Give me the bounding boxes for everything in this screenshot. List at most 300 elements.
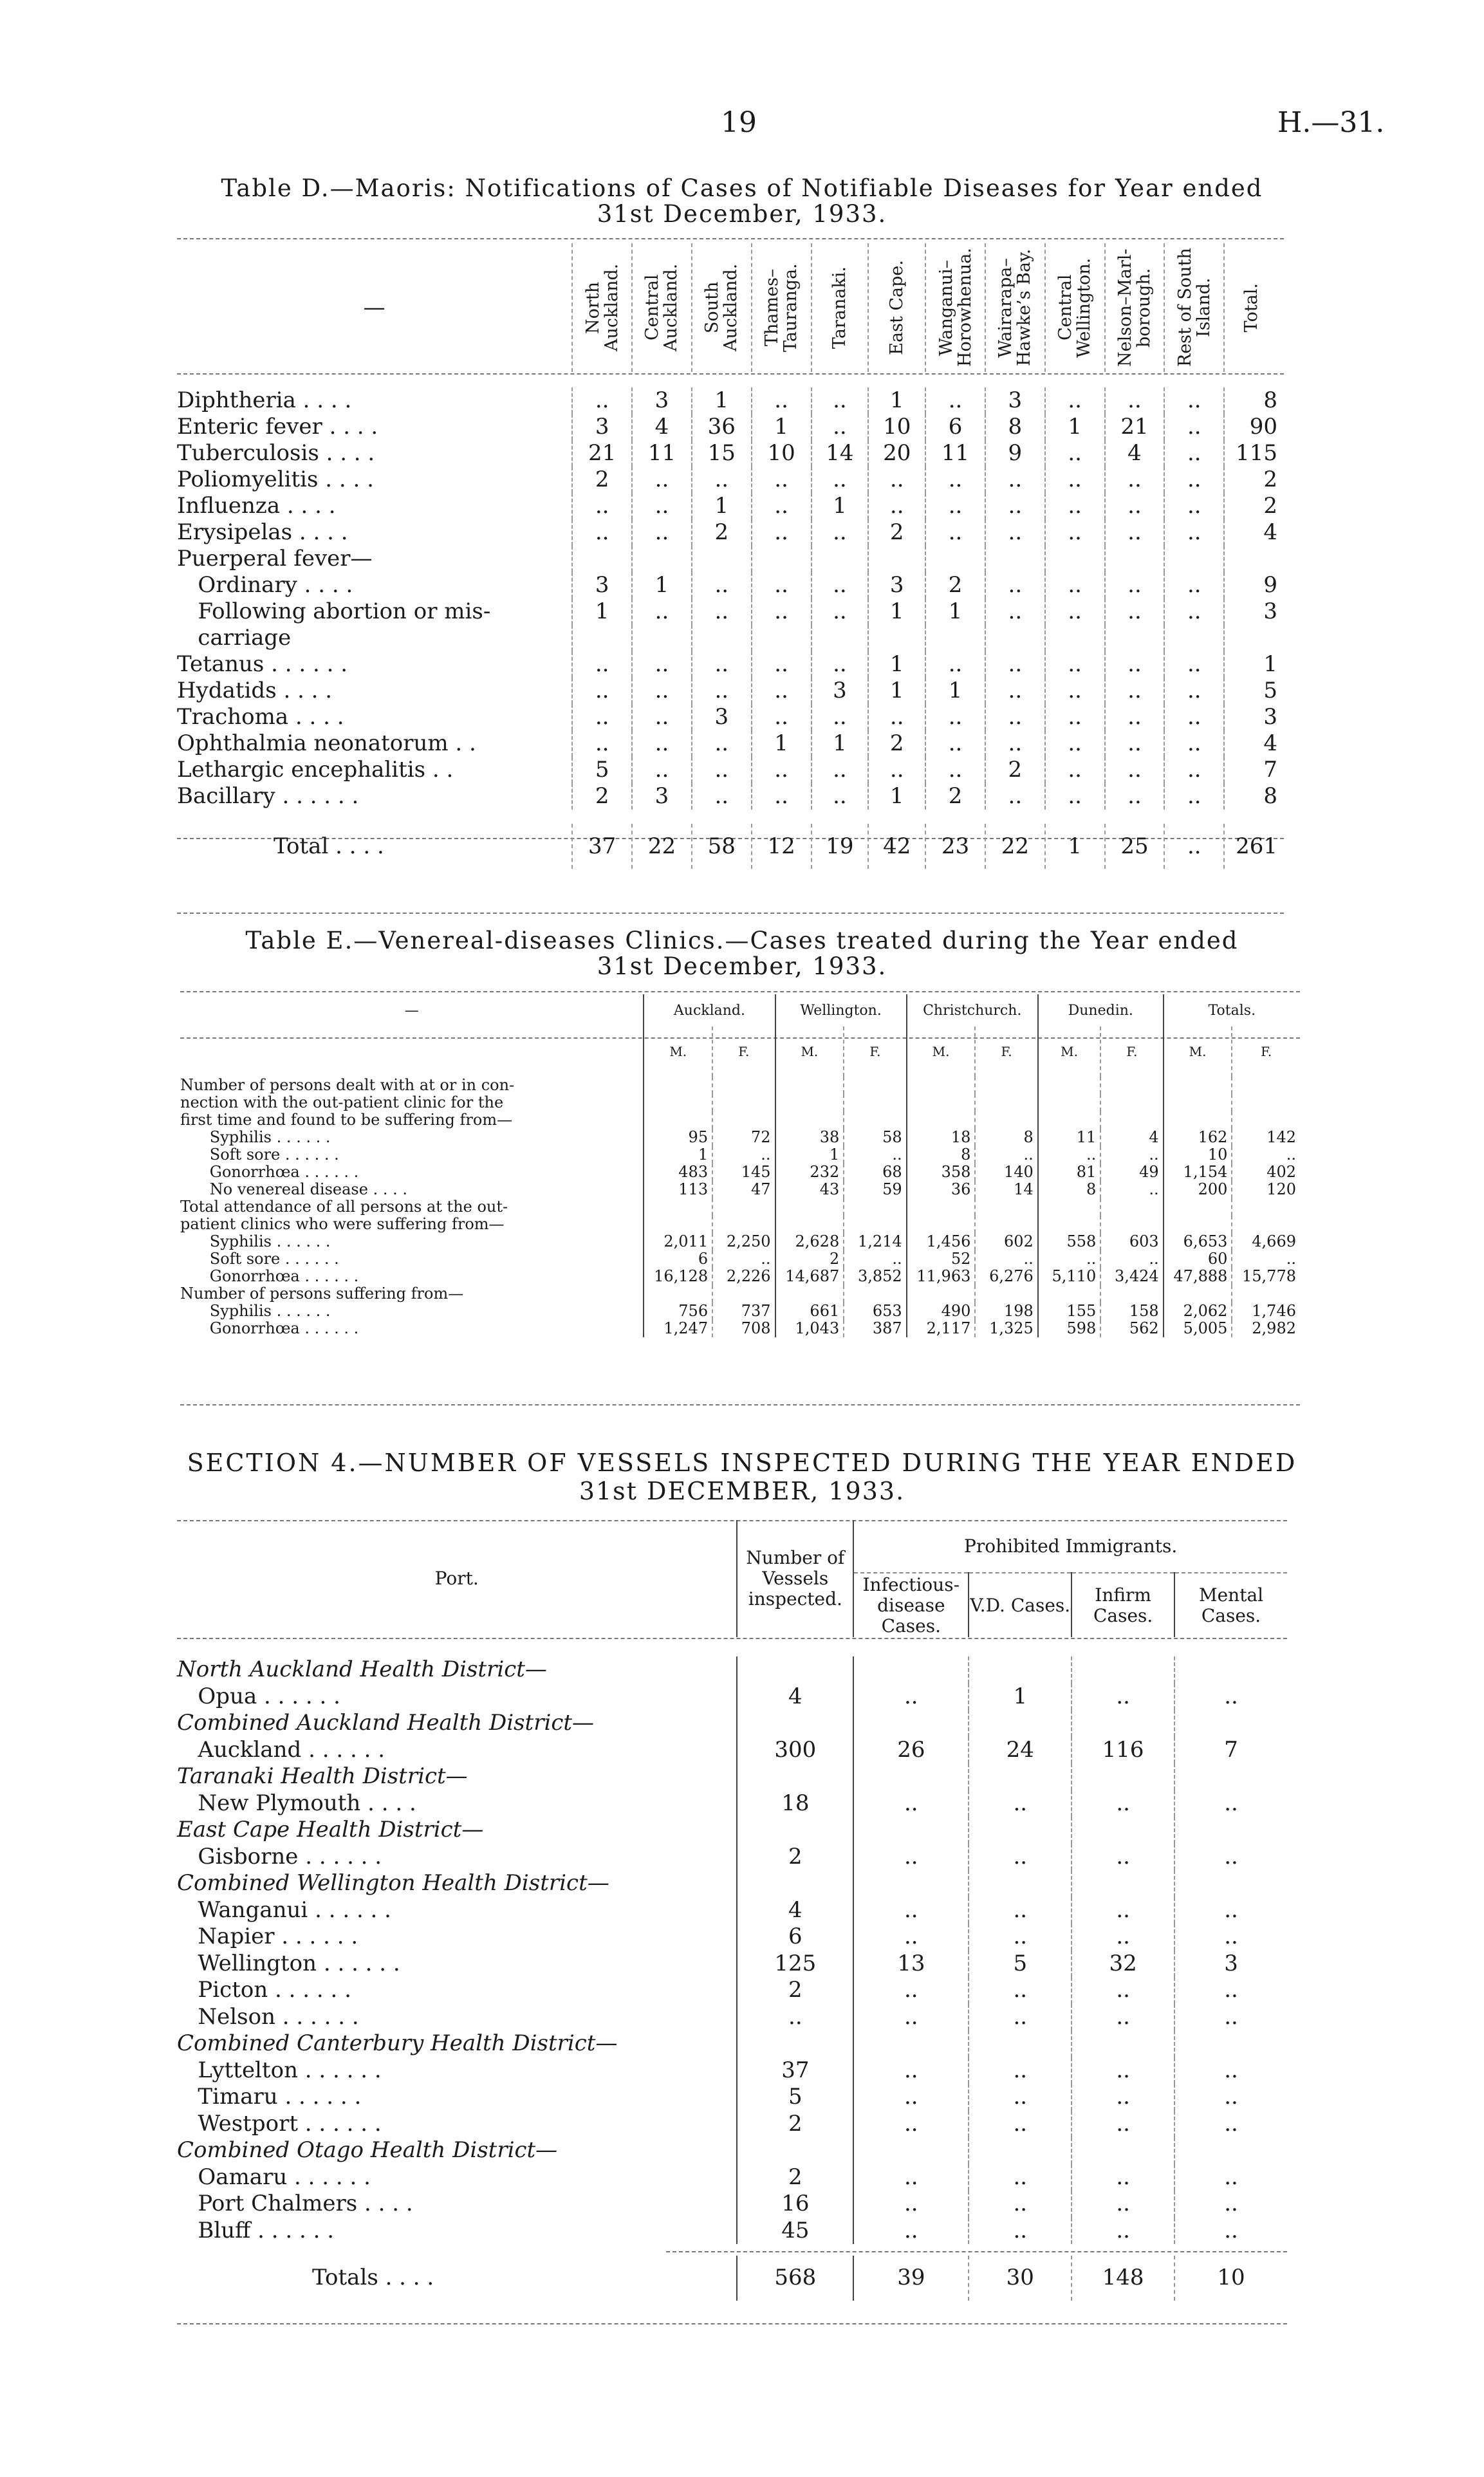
cell: 9 <box>985 440 1045 467</box>
cell <box>1071 1763 1174 1790</box>
section-4-date: 31st DECEMBER, 1933. <box>579 1477 905 1505</box>
table-row <box>177 651 1284 678</box>
cell: 6 <box>644 1250 712 1268</box>
row-label: Syphilis . . . . . . <box>180 1128 331 1146</box>
row-label: Following abortion or mis- <box>177 598 491 624</box>
cell: 2 <box>1224 467 1284 493</box>
cell: .. <box>969 2111 1071 2138</box>
cell: 2 <box>925 783 985 810</box>
cell <box>907 1077 976 1094</box>
cell <box>1071 2137 1174 2164</box>
cell: 30 <box>969 2256 1071 2301</box>
table-row <box>177 625 1284 651</box>
cell: .. <box>572 730 632 757</box>
cell <box>1045 625 1105 651</box>
column-header: East Cape. <box>887 260 907 355</box>
cell: 490 <box>907 1303 976 1320</box>
cell: 90 <box>1224 414 1284 440</box>
cell: .. <box>853 1977 969 2004</box>
cell: 2 <box>737 1844 853 1871</box>
table-e-stub: — <box>404 1002 419 1019</box>
cell: 6 <box>925 414 985 440</box>
cell: .. <box>1105 598 1165 625</box>
cell: .. <box>1071 1844 1174 1871</box>
cell <box>969 1763 1071 1790</box>
cell: .. <box>1100 1146 1163 1164</box>
cell <box>969 1870 1071 1897</box>
cell: .. <box>572 387 632 414</box>
cell: .. <box>1045 467 1105 493</box>
cell: 155 <box>1038 1303 1100 1320</box>
row-label: Erysipelas . . . . <box>177 519 348 545</box>
cell <box>632 546 692 572</box>
cell: .. <box>853 1684 969 1711</box>
cell: .. <box>1164 783 1224 810</box>
cell: .. <box>812 467 869 493</box>
column-header: Wanganui–Horowhenua. <box>936 248 975 367</box>
cell: .. <box>1045 730 1105 757</box>
table-row <box>177 1870 1287 1897</box>
cell: 2,011 <box>644 1233 712 1250</box>
cell: .. <box>1164 387 1224 414</box>
cell <box>844 1094 906 1111</box>
cell: .. <box>752 651 812 678</box>
cell: 2,982 <box>1232 1320 1300 1337</box>
row-label: Total . . . . <box>274 833 384 859</box>
column-header: Taranaki. <box>830 266 850 349</box>
cell <box>737 2137 853 2164</box>
cell <box>975 1077 1037 1094</box>
cell: 3 <box>632 783 692 810</box>
cell: 140 <box>975 1164 1037 1181</box>
cell <box>572 625 632 651</box>
cell: .. <box>1232 1250 1300 1268</box>
cell: .. <box>1105 493 1165 519</box>
cell: .. <box>868 493 925 519</box>
cell <box>907 1216 976 1233</box>
cell: 387 <box>844 1320 906 1337</box>
cell: .. <box>692 678 752 704</box>
cell: 1 <box>1224 651 1284 678</box>
cell: 4 <box>737 1684 853 1711</box>
cell: .. <box>844 1250 906 1268</box>
cell: .. <box>572 519 632 546</box>
cell: 11,963 <box>907 1268 976 1285</box>
port-label: Wanganui . . . . . . <box>177 1897 391 1923</box>
cell: 37 <box>737 2057 853 2084</box>
cell: 2 <box>572 783 632 810</box>
cell: 1 <box>752 414 812 440</box>
table-row <box>177 1790 1287 1817</box>
cell: 148 <box>1071 2256 1174 2301</box>
cell <box>1071 1710 1174 1737</box>
cell: .. <box>985 493 1045 519</box>
cell: .. <box>1105 467 1165 493</box>
sex-header: F. <box>975 1026 1037 1077</box>
cell <box>907 1094 976 1111</box>
cell: 24 <box>969 1737 1071 1764</box>
table-row <box>177 2004 1287 2031</box>
cell: 18 <box>907 1129 976 1146</box>
cell: 59 <box>844 1181 906 1198</box>
cell: 2 <box>572 467 632 493</box>
cell: 1 <box>812 493 869 519</box>
table-row <box>177 1951 1287 1978</box>
cell: .. <box>969 1790 1071 1817</box>
cell: .. <box>1174 2004 1287 2031</box>
cell: 1 <box>644 1146 712 1164</box>
row-label: patient clinics who were suffering from— <box>180 1215 505 1233</box>
cell: .. <box>1164 704 1224 730</box>
port-label: Napier . . . . . . <box>177 1924 358 1949</box>
cell: .. <box>925 651 985 678</box>
row-label: Lethargic encephalitis . . <box>177 757 454 783</box>
cell: .. <box>812 651 869 678</box>
cell <box>1071 1656 1174 1684</box>
cell <box>1105 625 1165 651</box>
cell: 3 <box>868 572 925 598</box>
cell <box>844 1285 906 1303</box>
cell: 2 <box>985 757 1045 783</box>
cell: .. <box>1071 1897 1174 1924</box>
cell: 1,154 <box>1164 1164 1232 1181</box>
port-header: Port. <box>434 1568 479 1589</box>
district-label: Taranaki Health District— <box>177 1763 468 1789</box>
column-header: Rest of South Island. <box>1174 248 1214 367</box>
cell: .. <box>692 598 752 625</box>
cell: 3 <box>632 387 692 414</box>
cell <box>775 1216 844 1233</box>
cell: .. <box>572 704 632 730</box>
cell: .. <box>752 467 812 493</box>
cell: .. <box>1174 2057 1287 2084</box>
cell: .. <box>853 2004 969 2031</box>
cell: 1 <box>1045 414 1105 440</box>
cell: 1 <box>925 598 985 625</box>
cell: 36 <box>692 414 752 440</box>
cell: .. <box>1164 598 1224 625</box>
cell: 2 <box>737 2111 853 2138</box>
cell: 2 <box>868 519 925 546</box>
table-row <box>177 2057 1287 2084</box>
table-row <box>177 2164 1287 2191</box>
column-header: Total. <box>1241 283 1261 333</box>
cell: .. <box>985 598 1045 625</box>
cell <box>712 1216 775 1233</box>
cell: .. <box>632 598 692 625</box>
row-label: Enteric fever . . . . <box>177 414 378 440</box>
cell: .. <box>1164 730 1224 757</box>
cell <box>1164 1094 1232 1111</box>
cell: .. <box>812 704 869 730</box>
table-row <box>177 704 1284 730</box>
cell: .. <box>1071 2084 1174 2111</box>
table-row <box>177 1684 1287 1711</box>
table-row <box>177 2218 1287 2245</box>
cell: .. <box>812 757 869 783</box>
cell: .. <box>737 2004 853 2031</box>
row-label: Soft sore . . . . . . <box>180 1250 339 1268</box>
cell: 14 <box>975 1181 1037 1198</box>
cell: 2 <box>737 2164 853 2191</box>
cell: .. <box>969 2164 1071 2191</box>
column-header: Central Auckland. <box>642 263 682 352</box>
cell: 1 <box>632 572 692 598</box>
cell: 232 <box>775 1164 844 1181</box>
cell: 1 <box>868 783 925 810</box>
cell: 300 <box>737 1737 853 1764</box>
cell: .. <box>632 467 692 493</box>
cell <box>853 2137 969 2164</box>
cell: 145 <box>712 1164 775 1181</box>
cell <box>1038 1285 1100 1303</box>
cell: .. <box>812 572 869 598</box>
cell: 4 <box>1224 730 1284 757</box>
cell <box>975 1094 1037 1111</box>
cell: 95 <box>644 1129 712 1146</box>
cell <box>969 1817 1071 1844</box>
cell: 4,669 <box>1232 1233 1300 1250</box>
table-row <box>177 546 1284 572</box>
cell: .. <box>812 598 869 625</box>
cell: 16,128 <box>644 1268 712 1285</box>
cell <box>1232 1216 1300 1233</box>
cell: .. <box>692 572 752 598</box>
cell <box>752 546 812 572</box>
cell: 568 <box>737 2256 853 2301</box>
cell: .. <box>632 730 692 757</box>
cell: .. <box>969 1897 1071 1924</box>
cell <box>1224 546 1284 572</box>
cell <box>1174 1710 1287 1737</box>
table-d-date: 31st December, 1933. <box>597 200 887 228</box>
cell: 26 <box>853 1737 969 1764</box>
cell <box>1105 546 1165 572</box>
cell: 4 <box>1100 1129 1163 1146</box>
cell: 2 <box>775 1250 844 1268</box>
row-label: Tetanus . . . . . . <box>177 651 348 677</box>
page-reference: H.—31. <box>1277 106 1385 139</box>
sex-header: F. <box>712 1026 775 1077</box>
cell <box>925 546 985 572</box>
group-header: Totals. <box>1164 994 1300 1026</box>
cell: 125 <box>737 1951 853 1978</box>
cell: 2,250 <box>712 1233 775 1250</box>
cell: 15,778 <box>1232 1268 1300 1285</box>
cell: .. <box>632 704 692 730</box>
table-row <box>180 1181 1300 1198</box>
row-label: Syphilis . . . . . . <box>180 1302 331 1320</box>
table-row <box>180 1198 1300 1216</box>
cell: .. <box>1045 704 1105 730</box>
cell <box>1071 2030 1174 2057</box>
cell: 3,852 <box>844 1268 906 1285</box>
cell: 558 <box>1038 1233 1100 1250</box>
cell: .. <box>1164 414 1224 440</box>
table-row <box>177 824 1284 869</box>
cell: 261 <box>1224 824 1284 869</box>
cell: 36 <box>907 1181 976 1198</box>
cell: 116 <box>1071 1737 1174 1764</box>
table-row <box>177 1817 1287 1844</box>
cell: .. <box>925 387 985 414</box>
cell: .. <box>1174 1790 1287 1817</box>
cell: .. <box>1174 2111 1287 2138</box>
cell: .. <box>868 704 925 730</box>
cell: .. <box>692 651 752 678</box>
cell: 661 <box>775 1303 844 1320</box>
cell <box>775 1077 844 1094</box>
cell <box>1100 1077 1163 1094</box>
cell: .. <box>1164 824 1224 869</box>
district-label: Combined Canterbury Health District— <box>177 2030 618 2056</box>
cell: 3 <box>572 572 632 598</box>
table-row <box>177 1737 1287 1764</box>
table-d-title: Table D.—Maoris: Notifications of Cases of Notifiable Diseases for Year ended <box>221 174 1263 202</box>
cell: .. <box>1174 2218 1287 2245</box>
table-e-date: 31st December, 1933. <box>597 952 887 980</box>
cell: .. <box>1071 2057 1174 2084</box>
cell: 198 <box>975 1303 1037 1320</box>
cell: 72 <box>712 1129 775 1146</box>
cell: 12 <box>752 824 812 869</box>
cell: 3 <box>812 678 869 704</box>
cell: 5 <box>969 1951 1071 1978</box>
sub-header: Infirm Cases. <box>1071 1573 1174 1637</box>
vessels-header: Number of Vessels inspected. <box>737 1520 853 1637</box>
cell: .. <box>1045 387 1105 414</box>
cell: 562 <box>1100 1320 1163 1337</box>
cell: 58 <box>844 1129 906 1146</box>
cell: 11 <box>632 440 692 467</box>
port-label: Opua . . . . . . <box>177 1683 340 1709</box>
cell <box>844 1216 906 1233</box>
cell: 81 <box>1038 1164 1100 1181</box>
cell: 1 <box>775 1146 844 1164</box>
cell: 200 <box>1164 1181 1232 1198</box>
cell <box>985 625 1045 651</box>
cell: .. <box>969 2218 1071 2245</box>
table-e-title: Table E.—Venereal-diseases Clinics.—Cases treated during the Year ended <box>245 927 1239 954</box>
cell: .. <box>1174 1844 1287 1871</box>
cell <box>752 625 812 651</box>
port-label: Westport . . . . . . <box>177 2110 382 2137</box>
cell: .. <box>1164 651 1224 678</box>
cell: .. <box>1105 757 1165 783</box>
cell: 3 <box>1224 598 1284 625</box>
cell <box>737 1817 853 1844</box>
table-row <box>180 1320 1300 1337</box>
cell: .. <box>975 1250 1037 1268</box>
cell: .. <box>692 730 752 757</box>
table-row <box>180 1077 1300 1094</box>
cell <box>1174 1817 1287 1844</box>
cell: .. <box>985 651 1045 678</box>
cell: 1 <box>752 730 812 757</box>
cell: .. <box>572 493 632 519</box>
table-row <box>180 1146 1300 1164</box>
cell: .. <box>1071 2004 1174 2031</box>
cell <box>853 2030 969 2057</box>
cell <box>1038 1111 1100 1129</box>
district-label: Combined Auckland Health District— <box>177 1710 595 1736</box>
table-row <box>180 1303 1300 1320</box>
port-label: Lyttelton . . . . . . <box>177 2057 382 2083</box>
cell: .. <box>752 704 812 730</box>
cell: 2,226 <box>712 1268 775 1285</box>
district-label: East Cape Health District— <box>177 1817 484 1842</box>
cell <box>907 1111 976 1129</box>
cell: 1,746 <box>1232 1303 1300 1320</box>
cell <box>1038 1216 1100 1233</box>
sex-header: M. <box>644 1026 712 1077</box>
cell <box>712 1285 775 1303</box>
cell: .. <box>853 1844 969 1871</box>
cell <box>969 2137 1071 2164</box>
table-row <box>180 1233 1300 1250</box>
cell: 8 <box>975 1129 1037 1146</box>
cell: 1,043 <box>775 1320 844 1337</box>
cell: 2 <box>692 519 752 546</box>
cell: .. <box>868 467 925 493</box>
row-label: Poliomyelitis . . . . <box>177 467 374 492</box>
cell: 5 <box>1224 678 1284 704</box>
cell: .. <box>985 730 1045 757</box>
cell: 25 <box>1105 824 1165 869</box>
cell <box>644 1198 712 1216</box>
cell: .. <box>969 1844 1071 1871</box>
cell: .. <box>969 2084 1071 2111</box>
cell <box>853 1710 969 1737</box>
cell: 16 <box>737 2191 853 2218</box>
row-label: Gonorrhœa . . . . . . <box>180 1267 359 1285</box>
cell: 13 <box>853 1951 969 1978</box>
cell: .. <box>853 1897 969 1924</box>
cell: .. <box>1071 2191 1174 2218</box>
cell: .. <box>752 678 812 704</box>
table-row <box>177 1763 1287 1790</box>
sex-header: M. <box>1038 1026 1100 1077</box>
cell: 3 <box>1224 704 1284 730</box>
cell: 3 <box>1174 1951 1287 1978</box>
cell: .. <box>853 2111 969 2138</box>
table-row <box>177 730 1284 757</box>
row-label: Hydatids . . . . <box>177 678 333 703</box>
cell: 3 <box>692 704 752 730</box>
cell: .. <box>985 678 1045 704</box>
cell <box>1174 1870 1287 1897</box>
sub-header: Mental Cases. <box>1174 1573 1287 1637</box>
cell: .. <box>925 730 985 757</box>
cell <box>1100 1216 1163 1233</box>
cell: 14,687 <box>775 1268 844 1285</box>
group-header: Dunedin. <box>1038 994 1164 1026</box>
table-row <box>180 1164 1300 1181</box>
cell: .. <box>985 467 1045 493</box>
row-label: Influenza . . . . <box>177 493 336 519</box>
cell: .. <box>853 2164 969 2191</box>
cell: 737 <box>712 1303 775 1320</box>
cell <box>853 1870 969 1897</box>
row-label: nection with the out-patient clinic for the <box>180 1093 504 1111</box>
cell: 21 <box>572 440 632 467</box>
cell: .. <box>1164 757 1224 783</box>
cell <box>1224 625 1284 651</box>
sex-header: F. <box>1232 1026 1300 1077</box>
column-header: South Auckland. <box>702 263 741 352</box>
port-label: Totals . . . . <box>312 2265 434 2291</box>
row-label: Diphtheria . . . . <box>177 387 352 413</box>
